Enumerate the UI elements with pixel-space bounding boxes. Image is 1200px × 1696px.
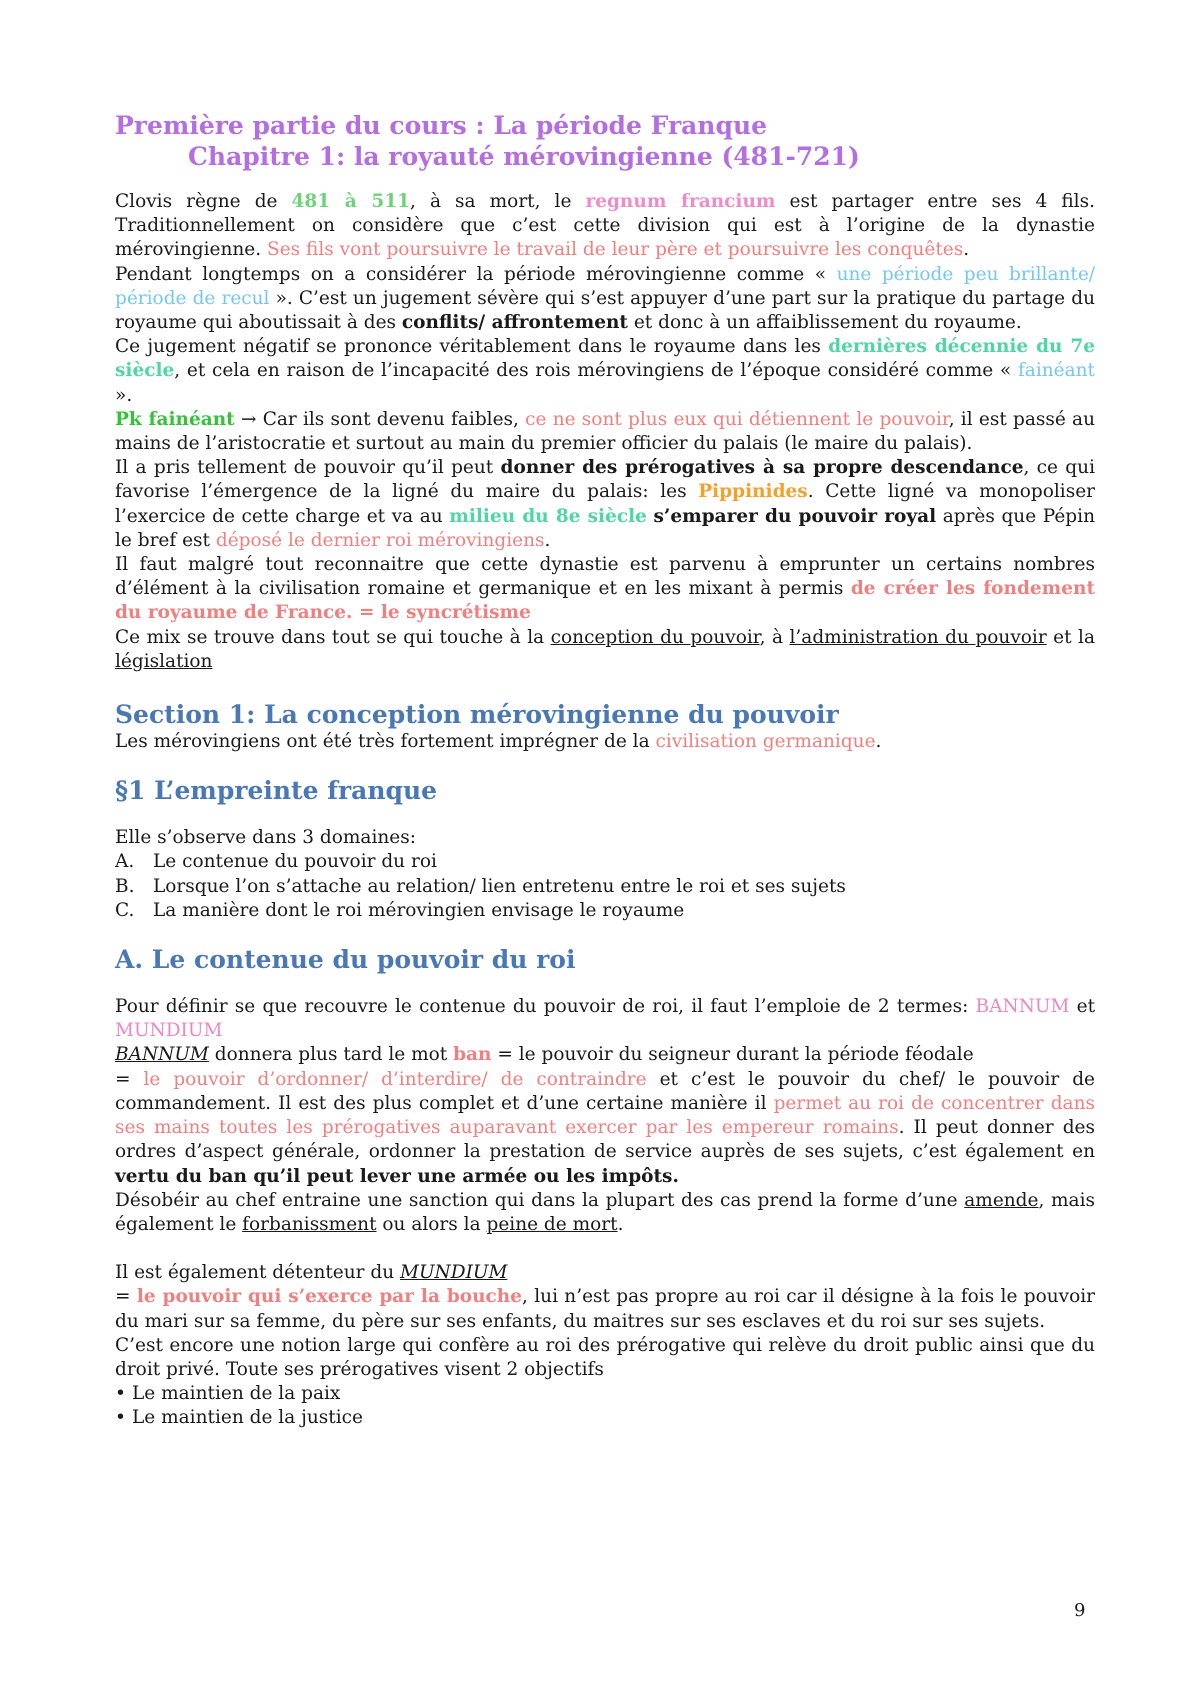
highlight-order: le pouvoir d’ordonner/ d’interdire/ de contraindre: [143, 1068, 647, 1090]
highlight-dates: 481 à 511: [291, 191, 411, 212]
document-page: [115, 110, 1095, 1431]
italic-mundium: MUNDIUM: [400, 1262, 508, 1284]
subsection-a-paragraph-6: [115, 1285, 1095, 1333]
list-text: Lorsque l’on s’attache au relation/ lien entretenu entre le roi et ses sujets: [153, 875, 846, 897]
underlined-conception: conception du pouvoir: [550, 626, 760, 648]
paragraph-1-lead: Elle s’observe dans 3 domaines:: [115, 827, 416, 849]
section-1-heading: Section 1: La conception mérovingienne du pouvoir: [115, 700, 839, 730]
text: =: [115, 1286, 137, 1308]
section-1-text: [115, 730, 1095, 754]
highlight-mouth: le pouvoir qui s’exerce par la bouche: [136, 1286, 523, 1308]
bullet-marker: •: [115, 1407, 126, 1429]
highlight-syncretism: de créer les fondement du royaume de France. = le syncrétisme: [115, 578, 1095, 624]
text: Pendant longtemps on a considérer la période mérovingienne comme «: [115, 263, 837, 285]
intro-paragraph-1: [115, 190, 1095, 263]
highlight-concentrate: permet au roi de concentrer dans ses mains toutes les prérogatives auparavant exercer par les empereur romains: [115, 1092, 1095, 1139]
subsection-a-paragraph-3: [115, 1068, 1095, 1189]
bold-army: vertu du ban qu’il peut lever une armée ou les impôts.: [115, 1165, 679, 1187]
highlight-bannum: BANNUM: [975, 996, 1070, 1018]
text: , ce qui favorise l’émergence de la ligné du maire du palais: les: [115, 457, 1095, 503]
text: et c’est le pouvoir du chef/ le pouvoir de commandement. Il est des plus complet et d’une certaine manière il: [115, 1068, 1095, 1114]
subsection-a-paragraph-5: [115, 1261, 1095, 1285]
text: [647, 506, 654, 527]
text: donnera plus tard le mot: [208, 1044, 454, 1066]
bullet-item: [115, 1382, 1095, 1406]
text: et la: [1046, 626, 1095, 648]
highlight-power: ce ne sont plus eux qui détiennent le pouvoir: [525, 408, 949, 430]
text: est partager entre ses 4 fils. Traditionnellement on considère que c’est cette division qui est à l’origine de la dynastie mérovingienne.: [115, 191, 1095, 261]
highlight-mundium: MUNDIUM: [115, 1020, 223, 1042]
list-marker: A.: [115, 851, 135, 873]
chapter-title: Chapitre 1: la royauté mérovingienne (481-721): [188, 142, 860, 171]
list-item: [115, 875, 1095, 899]
bold-conflicts: conflits/ affrontement: [401, 312, 628, 334]
intro-paragraph-5: [115, 456, 1095, 553]
highlight-germanic: civilisation germanique: [655, 731, 876, 753]
intro-paragraph-2: [115, 263, 1095, 336]
bullet-marker: •: [115, 1383, 126, 1405]
text: , lui n’est pas propre au roi car il désigne à la fois le pouvoir du mari sur sa femme, du père sur ses enfants, du maitres sur ses esclaves et du roi sur ses sujets.: [115, 1286, 1095, 1332]
text: Pour définir se que recouvre le contenue du pouvoir de roi, il faut l’emploie de 2 termes:: [115, 996, 976, 1018]
bullet-item: [115, 1406, 1095, 1430]
text: .: [963, 239, 970, 261]
highlight-ban: ban: [453, 1044, 492, 1066]
text: .: [544, 529, 551, 551]
bullet-text: Le maintien de la paix: [132, 1383, 341, 1405]
text: Il est également détenteur du: [115, 1262, 401, 1284]
text: Ce mix se trouve dans tout se qui touche à la: [115, 626, 551, 648]
highlight-century: dernières décennie du 7e siècle: [115, 336, 1095, 382]
text: , et cela en raison de l’incapacité des rois mérovingiens de l’époque considéré comme «: [174, 360, 1018, 382]
text: → Car ils sont devenu faibles,: [234, 408, 526, 430]
text: .: [617, 1213, 624, 1235]
highlight-period: une période peu brillante/ période de recul: [115, 263, 1095, 309]
text: . Cette ligné va monopoliser l’exercice de cette charge et va au: [115, 481, 1095, 527]
text: et: [1069, 996, 1096, 1018]
intro-paragraph-3: [115, 335, 1095, 408]
highlight-regnum: regnum francium: [585, 191, 776, 212]
text: après que Pépin le bref est: [115, 505, 1095, 551]
bold-prerogatives: donner des prérogatives à sa propre descendance: [500, 457, 1024, 479]
underlined-legislation: législation: [115, 650, 213, 672]
text: . Il peut donner des ordres d’aspect générale, ordonner la prestation de service auprès de ses sujets, c’est également en: [115, 1117, 1095, 1163]
text: , à: [759, 626, 790, 648]
highlight-sons: Ses fils vont poursuivre le travail de leur père et poursuivre les conquêtes: [267, 239, 964, 261]
underlined-banishment: forbanissment: [242, 1213, 377, 1235]
text: ».: [115, 384, 133, 406]
highlight-deposed: déposé le dernier roi mérovingiens: [215, 529, 545, 551]
text: Il faut malgré tout reconnaitre que cette dynastie est parvenu à emprunter un certains nombres d’élément à la civilisation romaine et germanique et en les mixant à permis: [115, 554, 1095, 600]
bullet-text: Le maintien de la justice: [132, 1407, 363, 1429]
subsection-a-paragraph-2: [115, 1043, 1095, 1067]
text: Désobéir au chef entraine une sanction qui dans la plupart des cas prend la forme d’une: [115, 1189, 965, 1211]
highlight-pk: Pk fainéant: [115, 408, 235, 430]
bold-seize-power: s’emparer du pouvoir royal: [653, 505, 937, 527]
document-title: Première partie du cours : La période Franque: [115, 111, 768, 140]
text: et donc à un affaiblissement du royaume.: [627, 312, 1022, 334]
paragraph-1-heading: §1 L’empreinte franque: [115, 776, 438, 806]
highlight-pippinides: Pippinides: [698, 481, 808, 503]
intro-paragraph-7: [115, 626, 1095, 674]
intro-paragraph-4: [115, 408, 1095, 456]
text: ». C’est un jugement sévère qui s’est appuyer d’une part sur la pratique du partage du royaume qui aboutissait à des: [115, 287, 1095, 334]
list-marker: B.: [115, 875, 135, 897]
underlined-death-penalty: peine de mort: [486, 1213, 618, 1235]
text: , à sa mort, le: [410, 191, 586, 212]
underlined-fine: amende: [964, 1189, 1039, 1211]
list-item: [115, 899, 1095, 923]
text: Il a pris tellement de pouvoir qu’il peut: [115, 457, 501, 479]
page-number: 9: [1074, 1600, 1086, 1621]
intro-paragraph-6: [115, 553, 1095, 626]
list-marker: C.: [115, 899, 135, 921]
text: Clovis règne de: [115, 191, 292, 212]
text: .: [875, 731, 882, 753]
text: , mais également le: [115, 1189, 1095, 1235]
subsection-a-paragraph-4: [115, 1189, 1095, 1237]
text: Ce jugement négatif se prononce véritablement dans le royaume dans les: [115, 336, 829, 358]
text: ou alors la: [376, 1213, 487, 1235]
text: = le pouvoir du seigneur durant la période féodale: [491, 1044, 974, 1066]
text: Les mérovingiens ont été très fortement imprégner de la: [115, 731, 656, 753]
text: =: [115, 1068, 144, 1090]
highlight-faineant: fainéant: [1017, 360, 1095, 382]
list-item: [115, 850, 1095, 874]
highlight-8th-century: milieu du 8e siècle: [449, 505, 647, 527]
subsection-a-paragraph-7: C’est encore une notion large qui confère au roi des prérogative qui relève du droit public ainsi que du droit privé. Toute ses prérogatives visent 2 objectifs: [115, 1334, 1095, 1380]
italic-bannum: BANNUM: [115, 1044, 209, 1066]
underlined-administration: l’administration du pouvoir: [789, 626, 1047, 648]
subsection-a-paragraph-1: [115, 995, 1095, 1043]
list-text: Le contenue du pouvoir du roi: [153, 851, 437, 873]
list-text: La manière dont le roi mérovingien envisage le royaume: [153, 899, 685, 921]
subsection-a-heading: A. Le contenue du pouvoir du roi: [115, 945, 576, 975]
text: , il est passé au mains de l’aristocratie et surtout au main du premier officier du palais (le maire du palais).: [115, 408, 1095, 455]
